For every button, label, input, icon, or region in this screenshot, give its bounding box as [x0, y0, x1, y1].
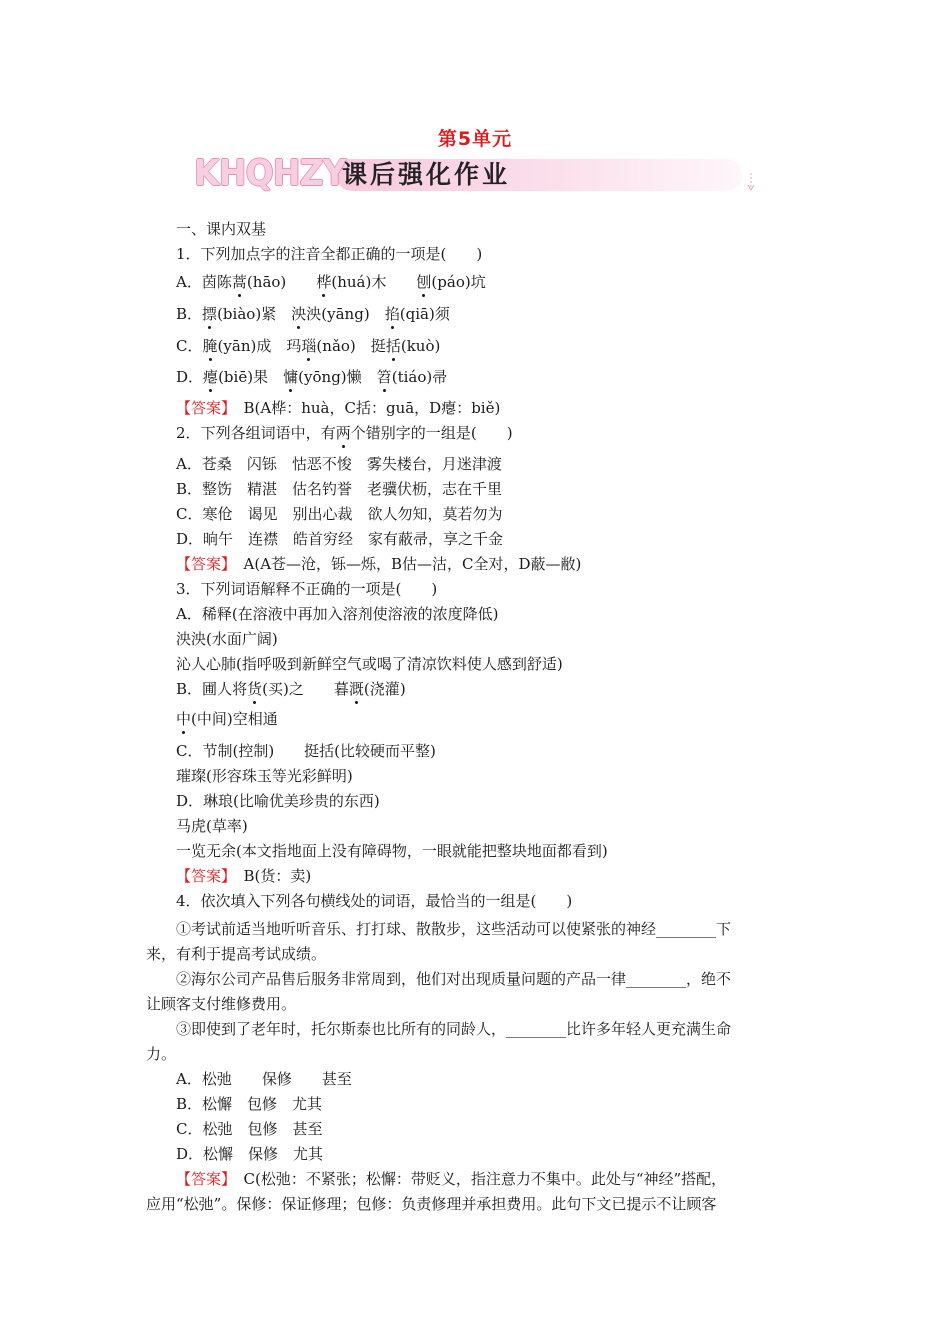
- down-arrow-icon: [746, 172, 756, 192]
- q3-answer: [176, 865, 311, 887]
- q2-option-a: A．苍桑 闪铄 怙恶不悛 雾失楼台，月迷津渡: [176, 455, 502, 473]
- question-1: 1．下列加点字的注音全都正确的一项是( ): [176, 245, 483, 263]
- answer-label: 【答案】: [176, 1170, 229, 1188]
- question-3: 3．下列词语解释不正确的一项是( ): [176, 580, 438, 598]
- q4-sentence-1: ①考试前适当地听听音乐、打打球、散散步，这些活动可以使紧张的神经________下: [176, 920, 732, 938]
- q2-option-b: B．整饬 精湛 估名钓誉 老骥伏枥，志在千里: [176, 480, 503, 498]
- q4-answer-cont: 应用“松弛”。保修：保证修理；包修：负责修理并承担费用。此句下文已提示不让顾客: [146, 1195, 717, 1213]
- q3-option-b-line2: 中(中间)空相通: [176, 710, 278, 728]
- q3-option-c-line1: C．节制(控制) 挺括(比较硬而平整): [176, 742, 436, 760]
- q2-option-d: D．晌午 连襟 皓首穷经 家有蔽帚，享之千金: [176, 530, 504, 548]
- q4-answer: [176, 1168, 726, 1190]
- q4-answer-text: C(松弛：不紧张；松懈：带贬义，指注意力不集中。此处与“神经”搭配，: [228, 1170, 727, 1188]
- q4-sentence-2-cont: 让顾客支付维修费用。: [146, 995, 297, 1013]
- q4-option-a: A．松弛 保修 甚至: [176, 1070, 352, 1088]
- q4-option-d: D．松懈 保修 尤其: [176, 1145, 324, 1163]
- section-heading: 一、课内双基: [176, 220, 267, 238]
- q3-option-d-line3: 一览无余(本文指地面上没有障碍物，一眼就能把整块地面都看到): [176, 842, 608, 860]
- answer-label: 【答案】: [176, 555, 229, 573]
- unit-title: 第5单元: [437, 128, 513, 150]
- banner-letters: KHQHZY: [194, 153, 346, 194]
- q4-option-c: C．松弛 包修 甚至: [176, 1120, 323, 1138]
- q3-option-a-line2: 泱泱(水面广阔): [176, 630, 278, 648]
- q4-option-b: B．松懈 包修 尤其: [176, 1095, 323, 1113]
- q1-option-b: B．摽(biào)紧 泱泱(yāng) 掐(qiā)须: [176, 305, 450, 323]
- q3-option-d-line2: 马虎(草率): [176, 817, 248, 835]
- answer-label: 【答案】: [176, 399, 229, 417]
- q2-answer-text: A(A苍—沧，铄—烁，B估—沽，C全对，D蔽—敝): [228, 555, 582, 573]
- question-4: 4．依次填入下列各句横线处的词语，最恰当的一组是( ): [176, 892, 573, 910]
- q4-sentence-2: ②海尔公司产品售后服务非常周到，他们对出现质量问题的产品一律________，绝不: [176, 970, 732, 988]
- q1-answer: [176, 397, 500, 419]
- q1-option-a: A．茵陈蒿(hāo) 桦(huá)木 刨(páo)坑: [176, 273, 486, 291]
- q3-option-c-line2: 璀璨(形容珠玉等光彩鲜明): [176, 767, 353, 785]
- question-2: 2．下列各组词语中，有两个错别字的一组是( ): [176, 424, 513, 442]
- q3-option-d-line1: D．琳琅(比喻优美珍贵的东西): [176, 792, 380, 810]
- q3-option-a-line1: A．稀释(在溶液中再加入溶剂使溶液的浓度降低): [176, 605, 499, 623]
- homework-banner: [190, 155, 770, 197]
- q4-sentence-3: ③即使到了老年时，托尔斯泰也比所有的同龄人，________比许多年轻人更充满生命: [176, 1020, 732, 1038]
- q4-sentence-3-cont: 力。: [146, 1045, 177, 1063]
- q3-option-a-line3: 沁人心肺(指呼吸到新鲜空气或喝了清凉饮料使人感到舒适): [176, 655, 563, 673]
- q1-option-d: D．瘪(biē)果 慵(yōng)懒 笤(tiáo)帚: [176, 368, 448, 386]
- q2-option-c: C．寒伧 谒见 别出心裁 欲人勿知，莫若勿为: [176, 505, 503, 523]
- q1-answer-text: B(A桦：huà，C括：guā，D瘪：biě): [228, 399, 501, 417]
- q2-answer: [176, 553, 581, 575]
- banner-title: 课后强化作业: [342, 160, 511, 189]
- answer-label: 【答案】: [176, 867, 229, 885]
- q1-option-c: C．腌(yān)成 玛瑙(nǎo) 挺括(kuò): [176, 337, 441, 355]
- q3-answer-text: B(货：卖): [228, 867, 312, 885]
- q3-option-b-line1: B．圃人将货(买)之 暮溉(浇灌): [176, 680, 406, 698]
- q4-sentence-1-cont: 来，有利于提高考试成绩。: [146, 945, 327, 963]
